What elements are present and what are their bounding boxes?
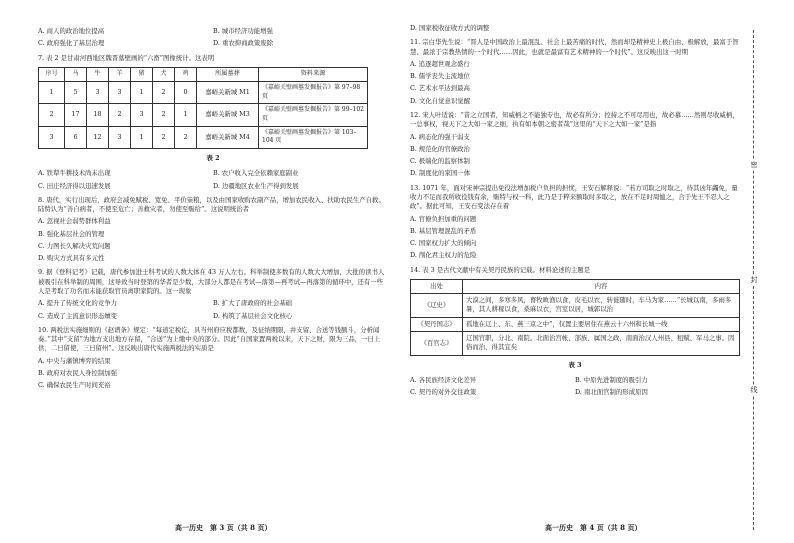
table-3-header [411, 279, 740, 293]
t2-cell: 2 [109, 104, 131, 126]
q8-stem: 8. 唐代，实行出现后，政府会减免赋税、宽免、平价粜粮，以及由国家收购农副产品，增加农民收入、扶助农民生产自救。陆贽认为“善自病者，不使至危亡；善救灾者，勿使至赈给”。这说明统治者 [38, 195, 385, 214]
q12-option-d[interactable]: D. 制度化的家国一体 [410, 169, 471, 178]
table-2 [38, 67, 368, 149]
q11-option-d[interactable]: D. 文化自觉意识觉醒 [410, 96, 471, 105]
q7-stem: 7. 表 2 是甘肃河西地区魏晋墓壁画的“六畜”图像统计。这表明 [38, 53, 215, 62]
t3-col-header: 内容 [463, 279, 740, 293]
t2-cell: 1 [131, 126, 153, 148]
q7-option-a[interactable]: A. 铁犁牛耕技术尚未出现 [38, 169, 111, 178]
left-page [38, 24, 388, 391]
table-3-caption: 表 3 [568, 360, 582, 369]
t3-cell: 《契丹国志》 [411, 317, 463, 331]
t2-cell: 1 [175, 104, 197, 126]
q10-option-b[interactable]: B. 政府对农民人身控制加强 [38, 369, 118, 378]
table-3 [410, 279, 740, 356]
t2-cell: 3 [109, 81, 131, 103]
q7-options-row1 [38, 166, 388, 178]
seal-char: 封 [748, 275, 760, 285]
page-footer-left: 高一历史 第 3 页（共 8 页） [175, 523, 272, 532]
q10-option-a[interactable]: A. 中央与藩镇博弈的结果 [38, 356, 111, 365]
question-12 [410, 111, 740, 179]
q11-option-c[interactable]: C. 艺术水平达到最高 [410, 84, 470, 93]
q14-option-a[interactable]: A. 各民族经济文化差异 [410, 375, 477, 384]
t2-cell: 2 [153, 81, 175, 103]
q12-stem: 12. 宋人叶适说：“昔之立国者，知威柄之不能独专也，故必有所分；控持之不可尽用也，故必慕……然则尽收威柄，一总事权，视天下之大如一家之细，执有如本朝之密者哉”这里的“天下之大如一家”是指 [410, 110, 739, 129]
t2-cell: 1 [131, 81, 153, 103]
binding-seal-line [748, 30, 760, 530]
q6-options-row1 [38, 24, 388, 36]
t3-cell: 辽国官职，分北、南院。北面治宫帐、部族、属国之政，南面治汉人州县、租赋、军马之事。因俗而治，得其宜矣 [463, 332, 740, 356]
table-row [39, 126, 368, 148]
t2-cell: 2 [39, 104, 65, 126]
t2-cell: 2 [175, 126, 197, 148]
q10-option-c[interactable]: C. 确保农民生产时间充裕 [38, 381, 111, 390]
t2-cell: 12 [87, 126, 109, 148]
t2-cell: 《嘉峪关壁画墓发掘报告》第 103–104 页 [259, 126, 368, 148]
q7-options-row2 [38, 179, 388, 191]
q7-option-d[interactable]: D. 边疆地区农业生产得到发展 [213, 181, 299, 190]
q6-option-b[interactable]: B. 城市经济功能增强 [213, 27, 273, 35]
t2-col-header: 猪 [131, 67, 153, 81]
t2-col-header: 序号 [39, 67, 65, 81]
t2-col-header: 鸡 [175, 67, 197, 81]
t2-col-header: 羊 [109, 67, 131, 81]
t3-cell: 《百官志》 [411, 332, 463, 356]
q14-option-d[interactable]: D. 南北面官制的形成原因 [575, 388, 648, 397]
q10-option-d[interactable]: D. 国家税收征收方式的调整 [410, 24, 490, 32]
t2-cell: 嘉峪关新城 M1 [197, 81, 259, 103]
right-page [410, 24, 740, 397]
t2-col-header: 牛 [87, 67, 109, 81]
t2-col-header: 所属墓葬 [197, 67, 259, 81]
seal-char: 线 [748, 385, 760, 395]
q13-option-b[interactable]: B. 基层管理混乱的矛盾 [410, 226, 477, 235]
q8-option-d[interactable]: D. 购灾方式具有多元性 [38, 254, 105, 263]
q6-option-c[interactable]: C. 政府强化了基层治理 [38, 39, 105, 48]
t3-cell: 《辽史》 [411, 294, 463, 318]
t3-col-header: 出处 [411, 279, 463, 293]
seal-char: 密 [748, 160, 760, 170]
t2-cell: 《嘉峪关壁画墓发掘报告》第 99–102 页 [259, 104, 368, 126]
q14-option-c[interactable]: C. 契丹的对外交往政策 [410, 388, 477, 397]
question-10 [38, 326, 388, 391]
q9-stem: 9. 据《登科记考》记载，唐代参加进士科考试的人数大体在 43 万人左右。科举制使多数有的人数大大增加，大批的读书人被吸引在科举制的周围，这导致当时登第的华者是少数，大部分人都是在考试—落第—再考试—再落第的循环中，还有一些人是考取了功名而未能获取官员离职家院的。这一现象 [38, 268, 385, 296]
q14-options-row2 [410, 385, 740, 397]
t2-cell: 嘉峪关新城 M4 [197, 126, 259, 148]
t2-cell: 2 [153, 126, 175, 148]
question-8 [38, 196, 388, 264]
q12-option-c[interactable]: C. 极端化的监察体制 [410, 157, 470, 166]
q9-option-c[interactable]: C. 造成了主流意识形态嬗变 [38, 311, 118, 320]
q7-option-b[interactable]: B. 农户收入完全依赖家庭副业 [213, 169, 299, 178]
q13-option-d[interactable]: D. 削化君主权力的危险 [410, 251, 477, 260]
q9-options-row2 [38, 309, 388, 321]
t2-cell: 1 [39, 81, 65, 103]
q9-options-row1 [38, 296, 388, 308]
t2-cell: 3 [39, 126, 65, 148]
t2-col-header: 马 [65, 67, 87, 81]
t2-cell: 6 [65, 126, 87, 148]
table-row [411, 317, 740, 331]
q14-option-b[interactable]: B. 中原先进制度的吸引力 [575, 375, 648, 384]
t2-cell: 3 [109, 126, 131, 148]
table-row [39, 104, 368, 126]
t2-cell: 3 [87, 81, 109, 103]
q6-option-d[interactable]: D. 重农抑商政策废除 [213, 39, 274, 48]
q12-option-a[interactable]: A. 病态化的强干弱支 [410, 132, 470, 141]
q11-option-a[interactable]: A. 追逐超世观念盛行 [410, 59, 470, 68]
t2-cell: 3 [131, 104, 153, 126]
q10-stem: 10. 两税法实施细则的《赵谱条》规定：“每道定税讫，具当州府应税都数，及征纳期限，并支留、合送等钱额斗，分析闻奏。”其中“支留”为地方支出地方存留，“合送”为上缴中央的部分。因此“自国家置两税以来，天下之财，限为三品，一曰上供，二曰留使，三曰留州”。这反映出唐代实施两税法的实质是 [38, 325, 381, 353]
t2-cell: 5 [65, 81, 87, 103]
q8-option-b[interactable]: B. 强化基层社会的管理 [38, 229, 105, 238]
q14-options-row1 [410, 373, 740, 385]
t3-cell: 大漠之间，多寒多风，畜牧畋渔以食，皮毛以衣，转徙随时，车马为家……“长城以南，多雨多暑，其人耕稼以食，桑麻以衣，宫室以居，城郭以治 [463, 294, 740, 318]
q13-option-a[interactable]: A. 官僚负担加重的问题 [410, 214, 477, 223]
q11-option-b[interactable]: B. 儒学丧失主流地位 [410, 72, 470, 81]
q6-option-a[interactable]: A. 商人的政治地位提高 [38, 27, 105, 35]
table-row [39, 81, 368, 103]
t3-cell: 孤地在辽上、东、燕三京之中”，仅置主要居住在燕云十六州和长城一线 [463, 317, 740, 331]
table-row [411, 332, 740, 356]
t2-cell: 《嘉峪关壁画墓发掘报告》第 97–98 页 [259, 81, 368, 103]
q14-stem: 14. 表 3 是古代文献中有关契丹民族的记载。材料论述的主题是 [410, 265, 591, 274]
question-14 [410, 266, 740, 398]
q8-option-a[interactable]: A. 忽视社会弱势群体利益 [38, 217, 111, 226]
table-2-header [39, 67, 368, 81]
q13-option-c[interactable]: C. 国家权力扩大的倾向 [410, 239, 477, 248]
q6-options-row2 [38, 36, 388, 48]
table-row [411, 294, 740, 318]
t2-cell: 嘉峪关新城 M3 [197, 104, 259, 126]
t2-cell: 17 [65, 104, 87, 126]
question-7 [38, 54, 388, 191]
question-11 [410, 38, 740, 106]
t2-cell: 2 [153, 104, 175, 126]
question-9 [38, 268, 388, 320]
q9-option-b[interactable]: B. 扩大了唐政府的社会基础 [213, 299, 293, 308]
table-2-caption: 表 2 [206, 153, 220, 162]
q13-stem: 13. 1071 年，面对宋神宗提出免役法增加税户负担的担忧，王安石解释说：“若方司取之时取之，待其凶年蠲免，量收力不足而我所收役钱有余，赈特与权一科，此乃是于粹来额取时多取之，放在不足时周恤之，合于先王不忍人之政”。据此可知，王安石变法存在着 [410, 183, 738, 211]
t2-cell: 18 [87, 104, 109, 126]
q8-option-c[interactable]: C. 力图长久解决灾荒问题 [38, 241, 111, 250]
question-13 [410, 184, 740, 261]
q9-option-d[interactable]: D. 构筑了基层社会文化核心 [213, 311, 293, 320]
q9-option-a[interactable]: A. 提升了传统文化的竞争力 [38, 299, 117, 308]
q12-option-b[interactable]: B. 规范化的官僚政治 [410, 144, 470, 153]
page-footer-right: 高一历史 第 4 页（共 8 页） [545, 523, 642, 532]
q7-option-c[interactable]: C. 田庄经济得以迅速发展 [38, 181, 111, 190]
t2-col-header: 犬 [153, 67, 175, 81]
q11-stem: 11. 宗白华先生说：“晋人是中国政治上最混乱、社会上最苦痛的时代，然而却是精神史上极自由、极解放，最富于智慧、最浓于宗教热情的一个时代……因此，也就是最富有艺术精神的一个时代”。这反映出这一时期 [410, 38, 739, 56]
t2-col-header: 资料来源 [259, 67, 368, 81]
t2-cell: 0 [175, 81, 197, 103]
